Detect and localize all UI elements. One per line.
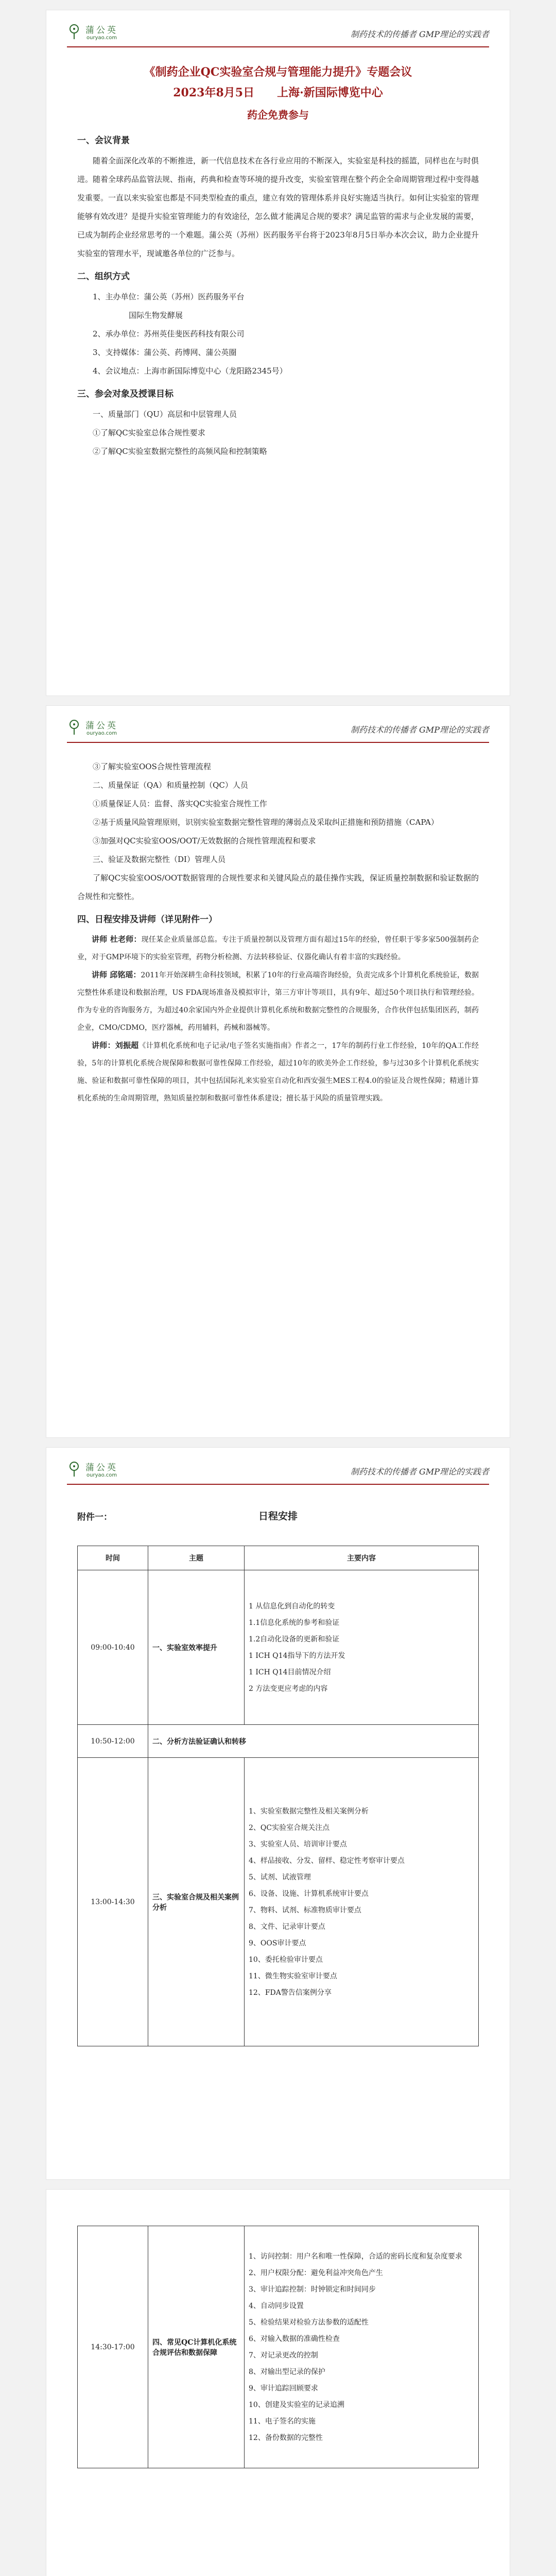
- page-1: [46, 10, 510, 696]
- logo-url: ouryao.com: [86, 1472, 117, 1478]
- content-item: 12、FDA警告信案例分享: [249, 1988, 332, 1997]
- row-time: 10:50-12:00: [78, 1725, 148, 1758]
- org-item: 1、主办单位：蒲公英（苏州）医药服务平台: [93, 292, 245, 301]
- audience-item: 一、质量部门（QU）高层和中层管理人员: [93, 410, 237, 419]
- content-item: 11、微生物实验室审计要点: [249, 1972, 337, 1980]
- content-item: 6、设备、设施、计算机系统审计要点: [249, 1889, 369, 1898]
- table-row: [78, 1758, 479, 2046]
- row-content: [245, 2226, 479, 2468]
- lecturer-name: 讲师 杜老师：: [92, 935, 142, 944]
- audience-item: ②基于质量风险管理原则，识别实验室数据完整性管理的薄弱点及采取纠正措施和预防措施（CAPA）: [93, 818, 439, 827]
- org-item: 国际生物发酵展: [129, 311, 183, 320]
- logo-text: 蒲公英: [85, 721, 118, 731]
- audience-item: ③加强对QC实验室OOS/OOT/无效数据的合规性管理流程和要求: [93, 836, 316, 845]
- row-time: 14:30-17:00: [78, 2226, 148, 2468]
- dandelion-logo-icon: [67, 24, 81, 39]
- content-item: 10、委托检验审计要点: [249, 1955, 323, 1964]
- attachment-label: 附件一：: [77, 1512, 112, 1522]
- logo-text: 蒲公英: [85, 1463, 118, 1473]
- org-item: 4、会议地点：上海市新国际博览中心（龙阳路2345号）: [93, 366, 287, 376]
- content-item: 2 方法变更应考虑的内容: [249, 1684, 328, 1693]
- content-item: 3、审计追踪控制：时钟锁定和时间同步: [249, 2285, 376, 2294]
- lecturer-text: 2011年开始深耕生命科技领域，积累了10年的行业高端咨询经验，负责完成多个计算机化系统验证，数据完整性体系建设和数据治理，US FDA现场准备及模拟审计，第三方审计等项目，具有9年、超过50个项目执行和管理经验。作为专业的咨询服务方，为超过40余家国内外企业提供计算机化系统和数据完整性的合规服务，合作伙伴包括集团医药，制药企业，CMO/CDMO，医疗器械，药用辅料，药械和器械等。: [77, 971, 479, 1032]
- content-item: 10、创建及实验室的记录追溯: [249, 2400, 344, 2409]
- row-content: [245, 1570, 479, 1725]
- logo: [67, 717, 144, 740]
- slogan: 制药技术的传播者 GMP理论的实践者: [350, 1467, 489, 1477]
- content-item: 8、文件、记录审计要点: [249, 1922, 325, 1931]
- column-header-topic: 主题: [148, 1546, 245, 1570]
- audience-item: ③了解实验室OOS合规性管理流程: [93, 762, 211, 771]
- logo-url: ouryao.com: [86, 731, 117, 736]
- logo: [67, 1459, 144, 1482]
- content-item: 9、审计追踪回顾要求: [249, 2384, 318, 2393]
- conference-title: 《制药企业QC实验室合规与管理能力提升》专题会议: [144, 65, 412, 79]
- lecturer-text: 《计算机化系统和电子记录/电子签名实施指南》作者之一，17年的制药行业工作经验，10年的QA工作经验，5年的计算机化系统合规保障和数据可靠性保障工作经验，超过10年的欧美外企工作经验，参与过30多个计算机化系统实施、验证和数据可靠性保障的项目，其中包括国际礼来实验室自动化和西安强生MES工程4.0的验证及合规性保障；精通计算机化系统的生命周期管理，熟知质量控制和数据可靠性体系建设；擅长基于风险的质量管理实践。: [77, 1042, 479, 1103]
- section-heading: 三、参会对象及授课目标: [77, 389, 173, 399]
- content-item: 1 ICH Q14指导下的方法开发: [249, 1651, 345, 1660]
- content-item: 11、电子签名的实施: [249, 2417, 316, 2426]
- dandelion-logo-icon: [67, 719, 81, 735]
- table-row: [78, 2226, 479, 2468]
- content-item: 7、对记录更改的控制: [249, 2351, 318, 2360]
- table-header-row: [78, 1546, 479, 1570]
- audience-item: 了解QC实验室OOS/OOT数据管理的合规性要求和关键风险点的最佳操作实践，保证质量控制数据和验证数据的合规性和完整性。: [77, 873, 479, 901]
- table-row: [78, 1725, 479, 1758]
- section-heading: 四、日程安排及讲师（详见附件一）: [77, 914, 217, 925]
- content-item: 1.2自动化设备的更新和验证: [249, 1635, 340, 1643]
- page-header: [67, 21, 489, 47]
- lecturer-text: 现任某企业质量部总监。专注于质量控制以及管理方面有超过15年的经验，曾任职于零多家500强制药企业，对于GMP环境下的实验室管理，药物分析检测、方法转移验证、仪器化确认有着丰富的实践经验。: [77, 936, 479, 961]
- content-item: 6、对输入数据的准确性检查: [249, 2334, 340, 2343]
- background-paragraph: 随着全面深化改革的不断推进，新一代信息技术在各行业应用的不断深入，实验室是科技的摇篮，同样也在与时俱进。随着全球药品监管法规、指南，药典和检查等环境的提升改变，实验室管理在整个药企全命周期管理过程中变得越发重要。一直以来实验室也都是不同类型检查的重点，建立有效的管理体系并良好实施适当执行。如何让实验室的管理能够有效改进？是提升实验室管理能力的有效途径，怎么做才能满足合规的要求？满足监管的需求与企业发展的需要，已成为制药企业经常思考的一个难题。蒲公英（苏州）医药服务平台将于2023年8月5日举办本次会议，助力企业提升实验室的管理水平，现诚邀各单位的广泛参与。: [77, 156, 479, 258]
- row-time: 13:00-14:30: [78, 1758, 148, 2046]
- lecturer-bio: [77, 966, 479, 1037]
- page-4: [46, 2190, 510, 2576]
- content-item: 3、实验室人员、培训审计要点: [249, 1840, 347, 1849]
- content-item: 1 从信息化到自动化的转变: [249, 1602, 335, 1611]
- lecturer-name: 讲师 邱铭瑶：: [92, 970, 141, 979]
- row-topic: 一、实验室效率提升: [148, 1570, 245, 1725]
- content-item: 4、自动同步设置: [249, 2301, 304, 2310]
- slogan: 制药技术的传播者 GMP理论的实践者: [350, 29, 489, 39]
- schedule-title: 日程安排: [258, 1511, 298, 1522]
- content-item: 2、用户权限分配：避免利益冲突角色产生: [249, 2268, 383, 2277]
- content-item: 1 ICH Q14目前情况介绍: [249, 1668, 331, 1676]
- free-participation: 药企免费参与: [247, 109, 309, 121]
- content-item: 5、试剂、试液管理: [249, 1873, 311, 1882]
- audience-item: 三、验证及数据完整性（DI）管理人员: [93, 855, 225, 864]
- content-item: 1.1信息化系统的参考和验证: [249, 1618, 340, 1627]
- org-item: 3、支持媒体：蒲公英、药博网、蒲公英圈: [93, 348, 237, 357]
- logo-text: 蒲公英: [85, 25, 118, 36]
- audience-item: 二、质量保证（QA）和质量控制（QC）人员: [93, 781, 248, 790]
- content-item: 2、QC实验室合规关注点: [249, 1823, 330, 1832]
- row-topic: 三、实验室合规及相关案例分析: [148, 1758, 245, 2046]
- schedule-table: [77, 1546, 479, 2046]
- logo: [67, 22, 144, 44]
- content-item: 9、OOS审计要点: [249, 1939, 306, 1947]
- lecturer-bio: [77, 930, 479, 966]
- content-item: 7、物料、试剂、标准物质审计要点: [249, 1906, 361, 1914]
- section-heading: 一、会议背景: [77, 135, 130, 146]
- lecturer-name: 讲师：刘振超: [92, 1041, 139, 1050]
- page-header: [67, 716, 489, 743]
- audience-item: ①质量保证人员：监督、落实QC实验室合规性工作: [93, 799, 267, 808]
- page-2-content: [77, 757, 479, 1107]
- content-item: 8、对输出型记录的保护: [249, 2367, 325, 2376]
- table-row: [78, 1570, 479, 1725]
- content-item: 1、访问控制：用户名和唯一性保障，合适的密码长度和复杂度要求: [249, 2252, 462, 2261]
- page-3: [46, 1448, 510, 2179]
- row-topic: 二、分析方法验证确认和转移: [148, 1725, 479, 1758]
- row-time: 09:00-10:40: [78, 1570, 148, 1725]
- slogan: 制药技术的传播者 GMP理论的实践者: [350, 725, 489, 735]
- page-1-content: [77, 62, 479, 461]
- audience-item: ①了解QC实验室总体合规性要求: [93, 428, 205, 437]
- lecturer-bio: [77, 1037, 479, 1107]
- content-item: 12、备份数据的完整性: [249, 2433, 323, 2442]
- column-header-time: 时间: [78, 1546, 148, 1570]
- schedule-table-continued: [77, 2226, 479, 2468]
- column-header-content: 主要内容: [245, 1546, 479, 1570]
- audience-item: ②了解QC实验室数据完整性的高频风险和控制策略: [93, 447, 267, 456]
- content-item: 4、样品接收、分发、留样、稳定性考察审计要点: [249, 1856, 405, 1865]
- dandelion-logo-icon: [67, 1461, 81, 1477]
- org-item: 2、承办单位：苏州英佳斐医药科技有限公司: [93, 329, 245, 338]
- row-content: [245, 1758, 479, 2046]
- conference-date-place: 2023年8月5日 上海·新国际博览中心: [173, 86, 383, 99]
- section-heading: 二、组织方式: [77, 272, 130, 282]
- row-topic: 四、常见QC计算机化系统合规评估和数据保障: [148, 2226, 245, 2468]
- page-2: [46, 706, 510, 1437]
- logo-url: ouryao.com: [86, 35, 117, 41]
- content-item: 5、检验结果对检验方法参数的适配性: [249, 2318, 369, 2327]
- page-header: [67, 1458, 489, 1485]
- content-item: 1、实验室数据完整性及相关案例分析: [249, 1807, 369, 1816]
